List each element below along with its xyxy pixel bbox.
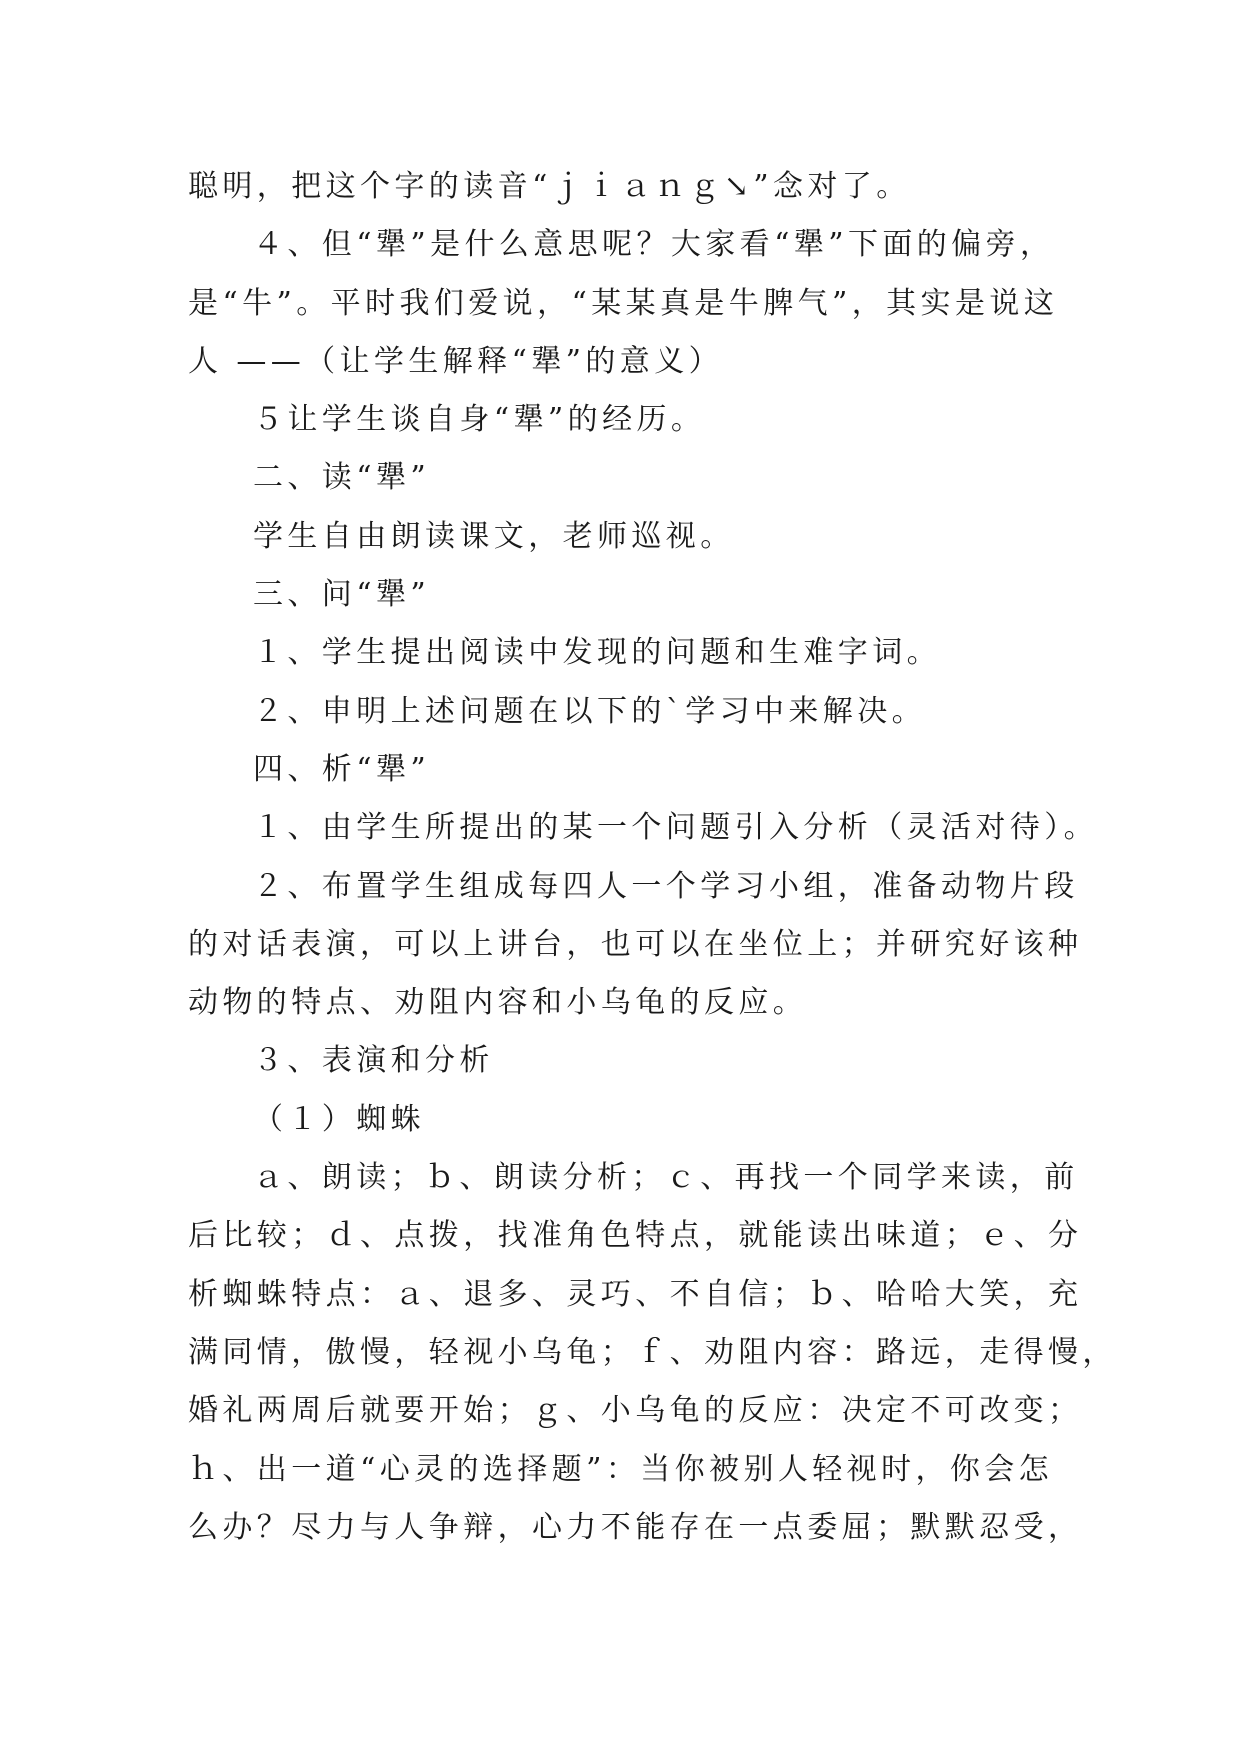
section-heading: 三、问“犟”: [253, 577, 431, 613]
text-line: ２、布置学生组成每四人一个学习小组，准备动物片段: [253, 868, 1079, 904]
text-line: 后比较；ｄ、点拨，找准角色特点，就能读出味道；ｅ、分: [188, 1218, 1083, 1254]
text-line: ｈ、出一道“心灵的选择题”：当你被别人轻视时，你会怎: [188, 1451, 1054, 1487]
text-line: ４、但“犟”是什么意思呢？大家看“犟”下面的偏旁，: [253, 227, 1055, 263]
text-line: ２、申明上述问题在以下的`学习中来解决。: [253, 693, 926, 729]
text-line: （１）蜘蛛: [253, 1101, 425, 1137]
text-line: ａ、朗读；ｂ、朗读分析；ｃ、再找一个同学来读，前: [253, 1160, 1079, 1196]
text-line: 满同情，傲慢，轻视小乌龟；ｆ、劝阻内容：路远，走得慢，: [188, 1334, 1117, 1370]
body-text: [188, 158, 1117, 1557]
text-line: １、学生提出阅读中发现的问题和生难字词。: [253, 635, 941, 671]
text-line: ５让学生谈自身“犟”的经历。: [253, 402, 706, 438]
text-line: １、由学生所提出的某一个问题引入分析（灵活对待）。: [253, 810, 1098, 846]
text-line: 聪明，把这个字的读音“ｊｉａｎｇ↘”念对了。: [188, 169, 911, 204]
text-line: 是“牛”。平时我们爱说，“某某真是牛脾气”，其实是说这: [188, 285, 1059, 321]
section-heading: 四、析“犟”: [253, 751, 431, 787]
text-line: ３、表演和分析: [253, 1043, 494, 1079]
text-line: 么办？尽力与人争辩，心力不能存在一点委屈；默默忍受，: [188, 1509, 1083, 1545]
text-line: 的对话表演，可以上讲台，也可以在坐位上；并研究好该种: [188, 926, 1083, 962]
text-line: 析蜘蛛特点：ａ、退多、灵巧、不自信；ｂ、哈哈大笑，充: [188, 1276, 1083, 1312]
text-line: 婚礼两周后就要开始；ｇ、小乌龟的反应：决定不可改变；: [188, 1393, 1083, 1429]
text-line: 人 ——（让学生解释“犟”的意义）: [188, 343, 724, 379]
text-line: 动物的特点、劝阻内容和小乌龟的反应。: [188, 985, 808, 1021]
section-heading: 二、读“犟”: [253, 460, 431, 496]
text-line: 学生自由朗读课文，老师巡视。: [253, 518, 735, 554]
